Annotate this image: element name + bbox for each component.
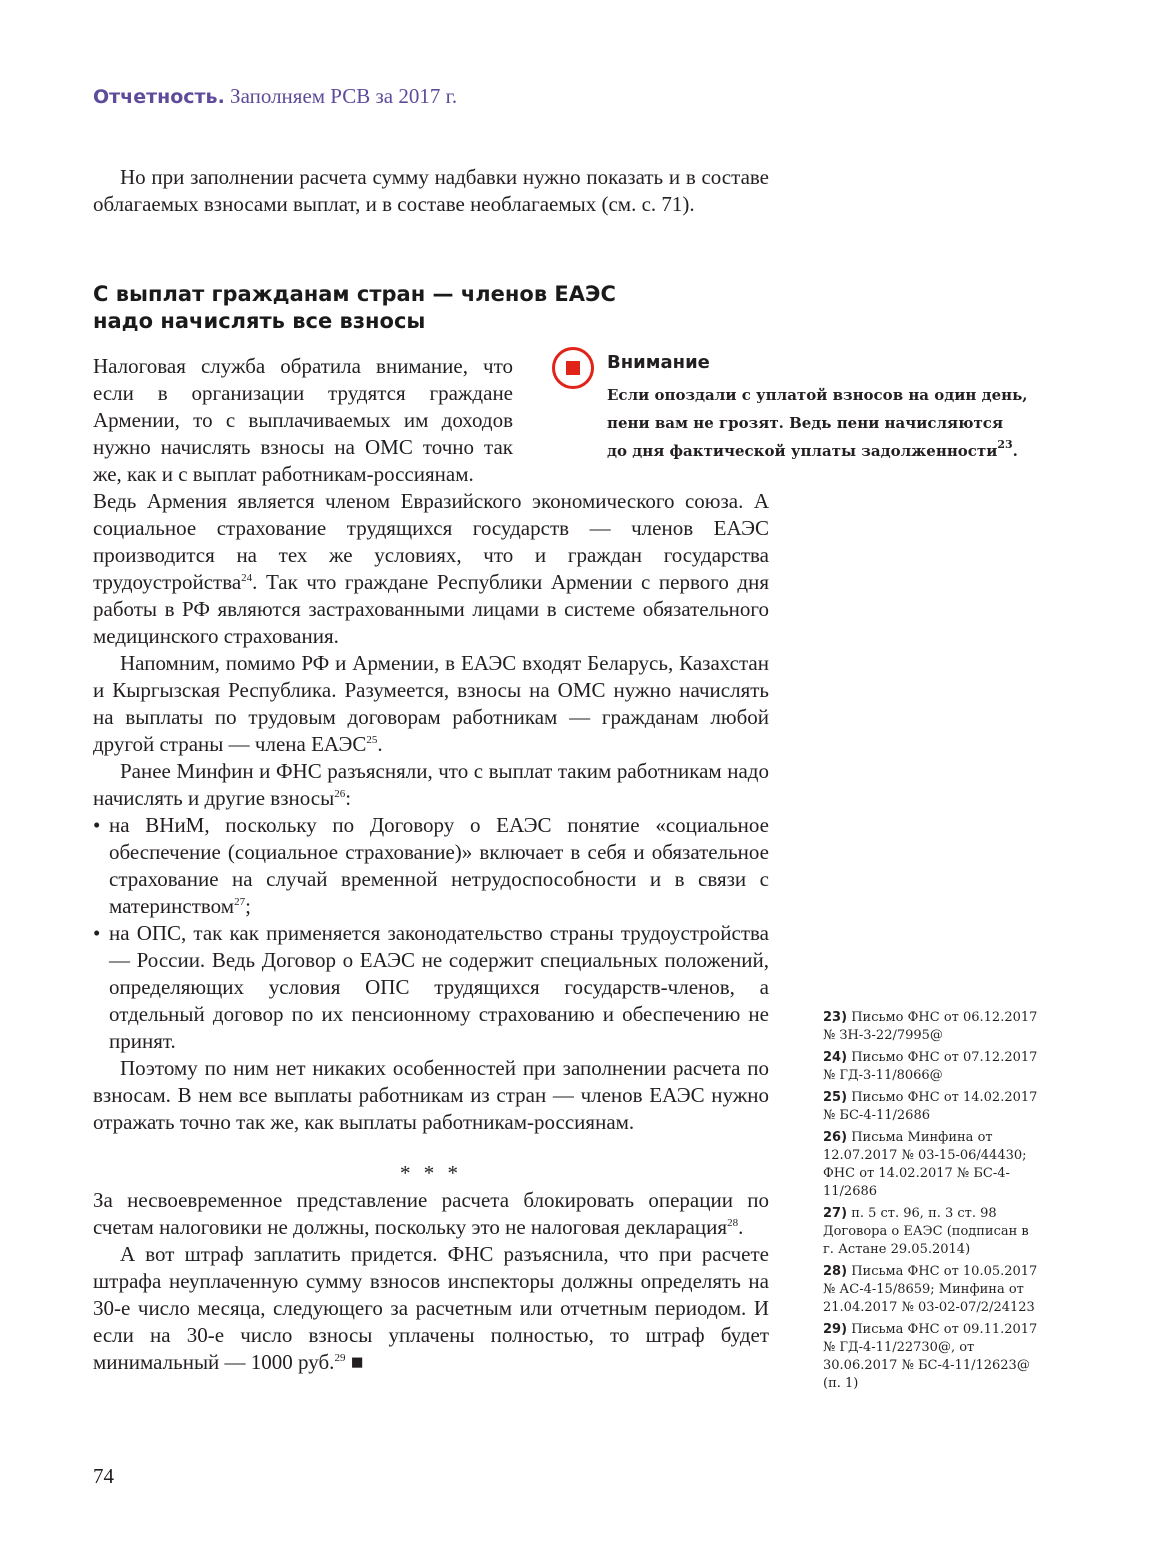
paragraph-blocking: За несвоевременное представление расчета блокировать операции по счетам налоговики не должны, поскольку это не налоговая декларация$^{28}$. (93, 1188, 769, 1239)
footnotes-column (823, 1009, 1043, 1397)
intro-paragraph: Но при заполнении расчета сумму надбавки нужно показать и в составе облагаемых взносами выплат, и в составе необлагаемых (см. с. 71). (93, 165, 769, 216)
warning-text (607, 381, 1037, 465)
list-item-vnim: • на ВНиМ, поскольку по Договору о ЕАЭС понятие «социальное обеспечение (социальное страхование)» включает в себя и обязательное страхование на случай временной нетрудоспособности и в связи с материнством$^{27}$; (93, 813, 769, 918)
footnote-ref-26: 26 (334, 788, 346, 800)
footnote-25: 25) Письмо ФНС от 14.02.2017 № БС-4-11/2686 (823, 1090, 1038, 1123)
paragraph-conclusion: Поэтому по ним нет никаких особенностей при заполнении расчета по взносам. В нем все выплаты работникам из стран — членов ЕАЭС нужно отражать точно так же, как выплаты работникам-россиянам. (93, 1056, 769, 1134)
section-separator: * * * (400, 1161, 462, 1185)
footnote-27: 27) п. 5 ст. 96, п. 3 ст. 98 Договора о ЕАЭС (подписан в г. Астане 29.05.2014) (823, 1206, 1029, 1257)
footnote-ref-23: 23 (997, 438, 1013, 451)
warning-title: Внимание (607, 352, 710, 373)
footnote-ref-29: 29 (334, 1352, 346, 1364)
paragraph-members: Напомним, помимо РФ и Армении, в ЕАЭС входят Беларусь, Казахстан и Кыргызская Республика. Разумеется, взносы на ОМС нужно начислять на выплаты по трудовым договорам работникам — гражданам любой другой страны — члена ЕАЭС$^{25}$. (93, 651, 769, 756)
header-title: Заполняем РСВ за 2017 г. (230, 84, 458, 108)
section-heading (93, 281, 733, 335)
end-mark: ■ (350, 1350, 364, 1374)
list-item-ops: • на ОПС, так как применяется законодательство страны трудоустройства — России. Ведь Договор о ЕАЭС не содержит специальных положений, определяющих условия ОПС трудящихся государств-членов, а отдельный договор по их пенсионному страхованию и обеспечению не принят. (93, 921, 769, 1053)
footnote-24: 24) Письмо ФНС от 07.12.2017 № ГД-3-11/8066@ (823, 1050, 1038, 1083)
intro-block (93, 164, 769, 218)
footnote-ref-28: 28 (727, 1217, 739, 1229)
warning-line-2: пени вам не грозят. Ведь пени начисляются (607, 414, 1004, 432)
warning-line-3: до дня фактической уплаты задолженности$^{23}$. (607, 438, 1018, 460)
warning-line-1: Если опоздали с уплатой взносов на один день, (607, 386, 1028, 404)
section-heading-line1: С выплат гражданам стран — членов ЕАЭС (93, 282, 616, 306)
footnote-ref-27: 27 (234, 896, 246, 908)
main-text (93, 488, 769, 1376)
stop-icon (552, 347, 594, 389)
footnote-23: 23) Письмо ФНС от 06.12.2017 № ЗН-3-22/7995@ (823, 1010, 1038, 1043)
section-heading-line2: надо начислять все взносы (93, 309, 426, 333)
footnote-26: 26) Письма Минфина от 12.07.2017 № 03-15-06/44430; ФНС от 14.02.2017 № БС-4-11/2686 (823, 1130, 1027, 1199)
footnote-29: 29) Письма ФНС от 09.11.2017 № ГД-4-11/22730@, от 30.06.2017 № БС-4-11/12623@ (п. 1) (823, 1322, 1038, 1391)
page-number: 74 (93, 1464, 114, 1488)
footnote-28: 28) Письма ФНС от 10.05.2017 № АС-4-15/8659; Минфина от 21.04.2017 № 03-02-07/2/24123 (823, 1264, 1038, 1315)
paragraph-armenia: Налоговая служба обратила внимание, что если в организации трудятся граждане Армении, то с выплачиваемых им доходов нужно начислять взносы на ОМС точно так же, как и с выплат работникам-россиянам. (93, 354, 513, 486)
paragraph-eaeu: Ведь Армения является членом Евразийского экономического союза. А социальное страхование трудящихся государств — членов ЕАЭС производится на тех же условиях, что и граждан государства трудоустройства$^{24}$. Так что граждане Республики Армении с первого дня работы в РФ являются застрахованными лицами в системе обязательного медицинского страхования. (93, 489, 769, 648)
footnote-ref-24: 24 (241, 572, 253, 584)
paragraph-fine: А вот штраф заплатить придется. ФНС разъяснила, что при расчете штрафа неуплаченную сумму взносов инспекторы должны определять на 30-е число месяца, следующего за расчетным или отчетным периодом. И если на 30-е число взносы уплачены полностью, то штраф будет минимальный — 1000 руб.$^{29}$ ■ (93, 1242, 769, 1374)
paragraph-other-contributions: Ранее Минфин и ФНС разъясняли, что с выплат таким работникам надо начислять и другие взносы$^{26}$: (93, 759, 769, 810)
running-header (93, 82, 457, 111)
footnote-ref-25: 25 (366, 734, 378, 746)
header-section: Отчетность. (93, 86, 225, 108)
